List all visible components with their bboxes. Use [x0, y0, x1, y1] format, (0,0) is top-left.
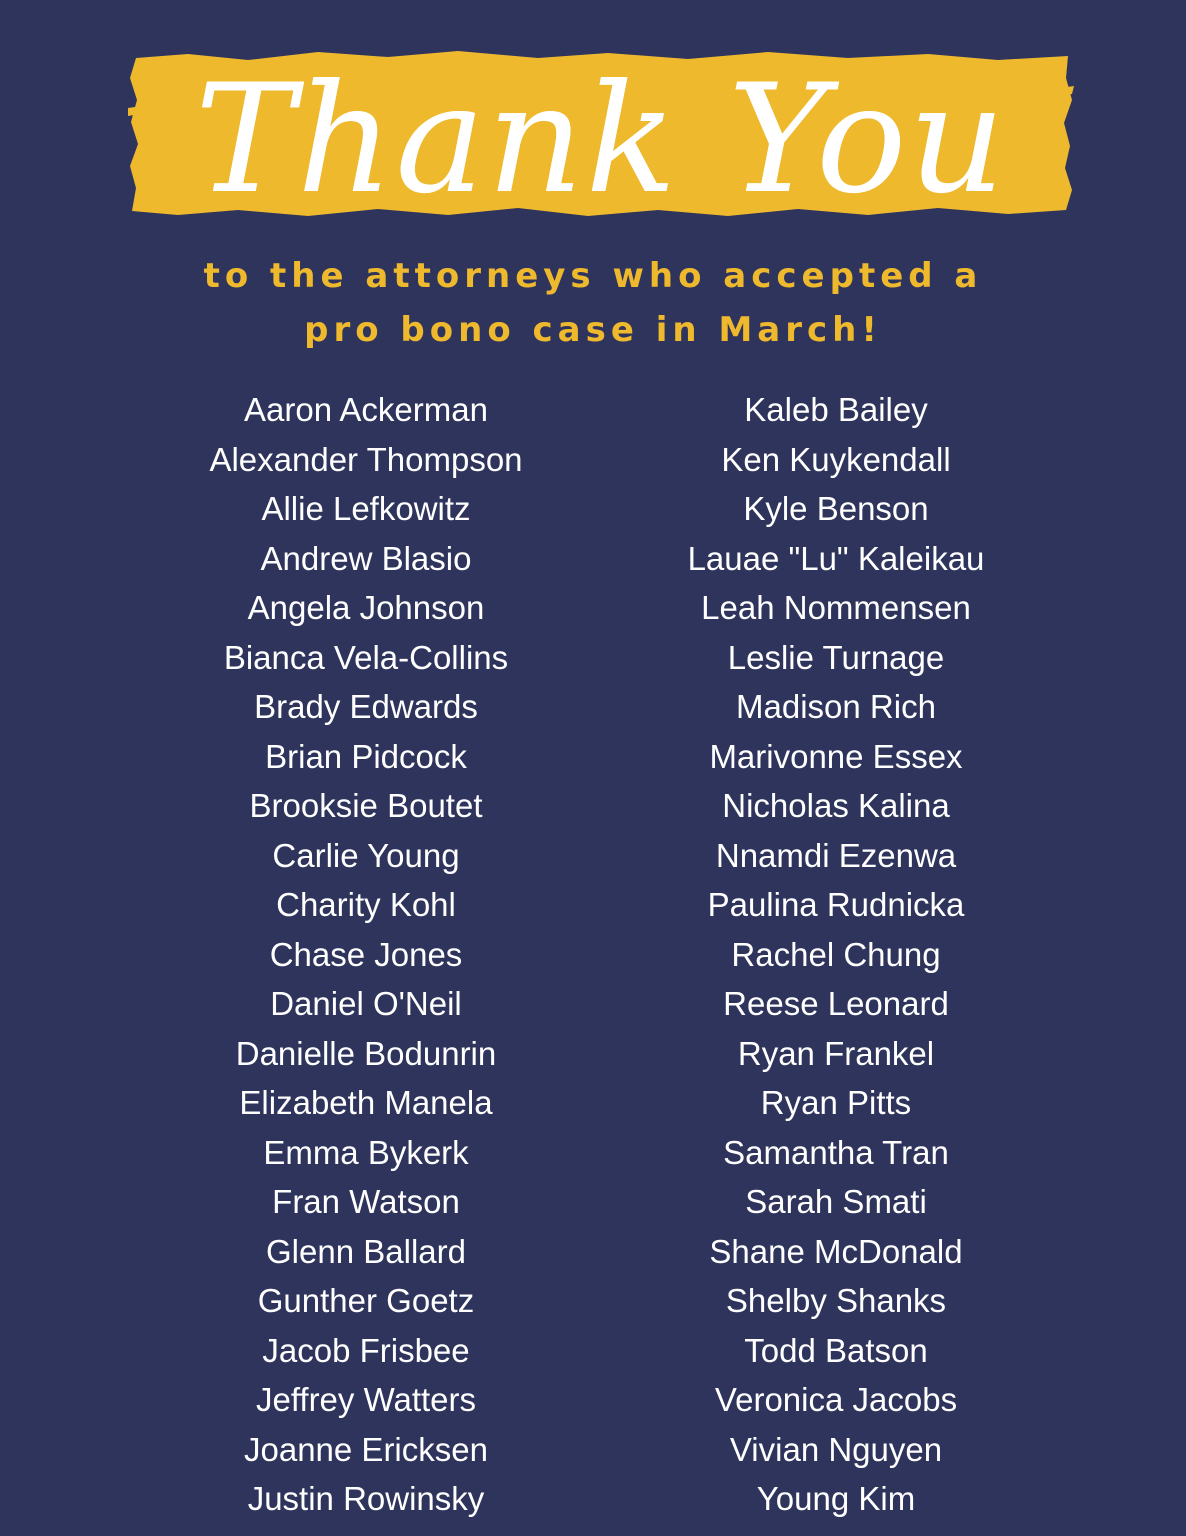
- attorney-name: Vivian Nguyen: [729, 1430, 943, 1468]
- attorney-name: Ken Kuykendall: [721, 440, 951, 478]
- attorney-name: Nicholas Kalina: [722, 787, 950, 824]
- attorney-list-right: [601, 385, 1071, 1524]
- attorney-name: Rachel Chung: [731, 935, 941, 973]
- attorney-name: Justin Rowinsky: [247, 1480, 485, 1517]
- attorney-name: Jacob Frisbee: [262, 1331, 470, 1369]
- attorney-name: Paulina Rudnicka: [707, 886, 965, 923]
- attorney-name: Ryan Pitts: [760, 1084, 912, 1121]
- attorney-name: Carlie Young: [272, 836, 460, 874]
- attorney-name: Todd Batson: [744, 1331, 928, 1369]
- attorney-name: Veronica Jacobs: [714, 1381, 958, 1418]
- attorney-name: Glenn Ballard: [266, 1232, 466, 1270]
- attorney-name: Chase Jones: [269, 935, 463, 973]
- attorney-name: Daniel O'Neil: [270, 985, 462, 1022]
- attorney-name: Alexander Thompson: [209, 440, 523, 478]
- attorney-name: Joanne Ericksen: [244, 1430, 488, 1468]
- attorney-name: Kyle Benson: [743, 490, 929, 527]
- attorney-name: Bianca Vela-Collins: [223, 638, 509, 676]
- attorney-name: Nnamdi Ezenwa: [715, 836, 957, 874]
- attorney-name: Shane McDonald: [709, 1232, 963, 1270]
- attorney-name: Kaleb Bailey: [744, 391, 928, 428]
- attorney-name: Emma Bykerk: [263, 1133, 469, 1171]
- attorney-name: Leah Nommensen: [701, 589, 971, 626]
- subtitle-line-1: to the attorneys who accepted a: [203, 256, 983, 296]
- attorney-name: Allie Lefkowitz: [261, 490, 471, 527]
- attorney-name: Madison Rich: [736, 688, 936, 725]
- attorney-name: Brooksie Boutet: [249, 787, 483, 824]
- attorney-name: Brian Pidcock: [265, 737, 467, 775]
- attorney-name: Ryan Frankel: [737, 1034, 935, 1072]
- attorney-name: Fran Watson: [272, 1183, 460, 1220]
- attorney-name: Marivonne Essex: [709, 737, 963, 775]
- attorney-name: Samantha Tran: [723, 1133, 949, 1171]
- attorney-name: Aaron Ackerman: [244, 391, 488, 428]
- attorney-name: Elizabeth Manela: [239, 1084, 493, 1121]
- attorney-name: Sarah Smati: [745, 1183, 927, 1220]
- attorney-name: Andrew Blasio: [260, 539, 472, 577]
- attorney-name: Danielle Bodunrin: [235, 1034, 497, 1072]
- attorney-name: Young Kim: [756, 1480, 916, 1517]
- attorney-name: Charity Kohl: [276, 886, 456, 923]
- subtitle-line-2: pro bono case in March!: [304, 310, 882, 350]
- attorney-name: Shelby Shanks: [725, 1282, 947, 1319]
- attorney-name: Brady Edwards: [254, 688, 478, 725]
- attorney-name: Leslie Turnage: [727, 638, 945, 676]
- attorney-name: Reese Leonard: [723, 985, 949, 1022]
- attorney-name: Angela Johnson: [247, 589, 485, 626]
- attorney-name: Jeffrey Watters: [255, 1381, 477, 1418]
- attorney-name: Gunther Goetz: [257, 1282, 475, 1319]
- attorney-list-left: [131, 385, 601, 1524]
- attorney-name: Lauae "Lu" Kaleikau: [687, 539, 985, 577]
- thank-you-title: Thank You: [194, 53, 1008, 227]
